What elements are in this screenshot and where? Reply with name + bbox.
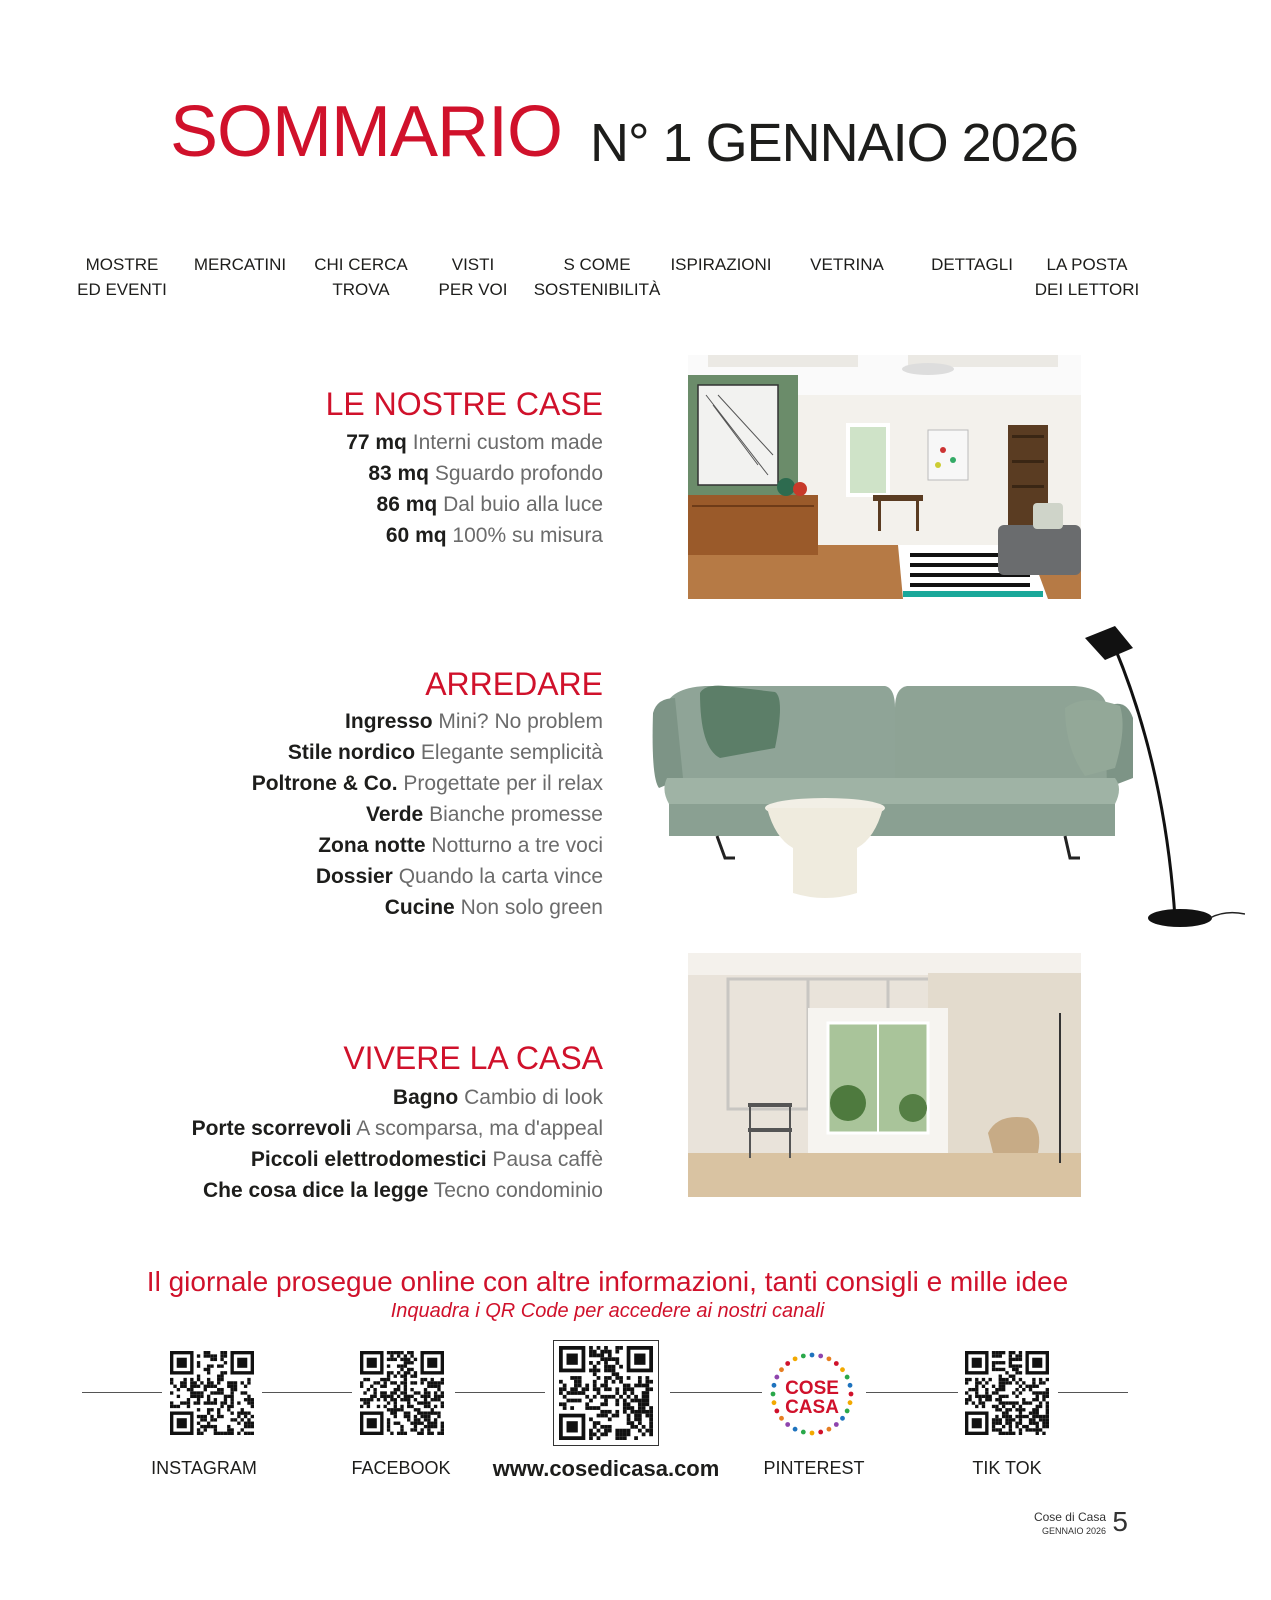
- list-item[interactable]: Zona notte Notturno a tre voci: [318, 834, 603, 857]
- nav-item-sostenibilita[interactable]: S COME SOSTENIBILITÀ: [533, 255, 661, 299]
- online-promo-subtitle: Inquadra i QR Code per accedere ai nostri canali: [390, 1300, 825, 1322]
- svg-text:CASA: CASA: [785, 1397, 839, 1418]
- list-item[interactable]: Stile nordico Elegante semplicità: [287, 741, 603, 764]
- facebook-qr-code[interactable]: [360, 1351, 444, 1435]
- nav-item-posta[interactable]: LA POSTA DEI LETTORI: [1034, 255, 1140, 299]
- living-room-photo: [688, 355, 1081, 599]
- folio-magazine: [1034, 1510, 1106, 1538]
- list-item[interactable]: Dossier Quando la carta vince: [315, 865, 603, 888]
- divider: [82, 1392, 162, 1393]
- nav-item-mostre[interactable]: MOSTRE ED EVENTI: [77, 255, 167, 299]
- tiktok-label[interactable]: TIK TOK: [972, 1458, 1042, 1478]
- list-item[interactable]: Porte scorrevoli A scomparsa, ma d'appeal: [191, 1117, 603, 1140]
- online-promo-heading: Il giornale prosegue online con altre informazioni, tanti consigli e mille idee: [146, 1266, 1069, 1297]
- list-item[interactable]: Bagno Cambio di look: [392, 1086, 603, 1109]
- list-item[interactable]: 86 mq Dal buio alla luce: [376, 493, 603, 516]
- section-list-vivere: [192, 1082, 603, 1206]
- svg-text:COSE: COSE: [785, 1378, 839, 1399]
- section-title-vivere: VIVERE LA CASA: [343, 1040, 603, 1076]
- instagram-qr-code[interactable]: [170, 1351, 254, 1435]
- nav-item-visti[interactable]: VISTI PER VOI: [438, 255, 508, 299]
- list-item[interactable]: 77 mq Interni custom made: [346, 431, 603, 454]
- nav-item-dettagli[interactable]: DETTAGLI: [931, 255, 1013, 274]
- folio-date: GENNAIO 2026: [1041, 1526, 1106, 1536]
- list-item[interactable]: Cucine Non solo green: [384, 896, 603, 919]
- nav-item-mercatini[interactable]: MERCATINI: [193, 255, 287, 274]
- divider: [262, 1392, 352, 1393]
- list-item[interactable]: Ingresso Mini? No problem: [345, 710, 603, 733]
- list-item[interactable]: Piccoli elettrodomestici Pausa caffè: [250, 1148, 603, 1171]
- sliding-door-room-photo: [688, 953, 1081, 1197]
- list-item[interactable]: 60 mq 100% su misura: [385, 524, 603, 547]
- website-qr-code[interactable]: [553, 1340, 659, 1446]
- tiktok-qr-code[interactable]: [965, 1351, 1049, 1435]
- list-item[interactable]: Verde Bianche promesse: [366, 803, 603, 826]
- sofa-illustration: [645, 618, 1245, 938]
- instagram-label[interactable]: INSTAGRAM: [151, 1458, 257, 1478]
- cose-di-casa-logo[interactable]: [768, 1350, 856, 1438]
- facebook-label[interactable]: FACEBOOK: [351, 1458, 451, 1478]
- folio-magazine-name: Cose di Casa: [1033, 1510, 1106, 1524]
- nav-item-vetrina[interactable]: VETRINA: [810, 255, 884, 274]
- nav-item-ispirazioni[interactable]: ISPIRAZIONI: [670, 255, 772, 274]
- divider: [1058, 1392, 1128, 1393]
- list-item[interactable]: Poltrone & Co. Progettate per il relax: [251, 772, 603, 795]
- page-title: SOMMARIO: [170, 92, 563, 172]
- divider: [455, 1392, 545, 1393]
- issue-info: N° 1 GENNAIO 2026: [590, 113, 1078, 173]
- section-title-case: LE NOSTRE CASE: [325, 386, 603, 422]
- section-list-arredare: [252, 706, 603, 923]
- list-item[interactable]: 83 mq Sguardo profondo: [368, 462, 603, 485]
- nav-item-chi-cerca[interactable]: CHI CERCA TROVA: [314, 255, 408, 299]
- list-item[interactable]: Che cosa dice la legge Tecno condominio: [202, 1179, 603, 1202]
- pinterest-label[interactable]: PINTEREST: [763, 1458, 865, 1478]
- divider: [670, 1392, 762, 1393]
- section-list-case: [346, 427, 603, 551]
- section-title-arredare: ARREDARE: [425, 666, 603, 702]
- website-link[interactable]: www.cosedicasa.com: [492, 1456, 720, 1481]
- page-number: 5: [1112, 1506, 1128, 1537]
- divider: [866, 1392, 958, 1393]
